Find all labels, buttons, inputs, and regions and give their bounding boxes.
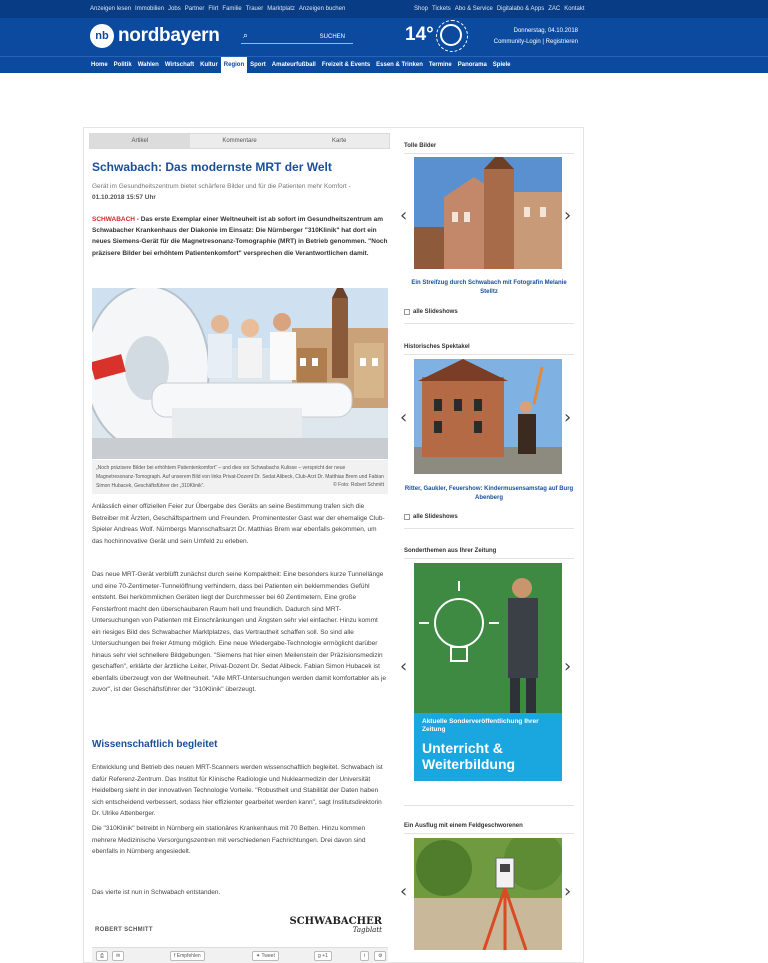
recommend-label: Empfehlen — [176, 953, 201, 959]
topbar-link[interactable]: Kontakt — [564, 6, 585, 12]
tab-artikel[interactable]: Artikel — [90, 134, 190, 148]
plus-one-label: +1 — [322, 953, 328, 959]
paragraph-5: Das vierte ist nun in Schwabach entstanden. — [92, 889, 221, 896]
divider — [404, 323, 574, 324]
box-title-historisches-spektakel: Historisches Spektakel — [404, 344, 470, 350]
article — [89, 133, 390, 959]
nav-item-termine[interactable]: Termine — [428, 62, 452, 68]
divider — [404, 528, 574, 529]
nav-item-panorama[interactable]: Panorama — [457, 62, 487, 68]
slideshow-caption-2[interactable]: Ritter, Gaukler, Feuershow: Kindermusensamstag auf Burg Abenberg — [404, 486, 574, 501]
checkbox-icon — [404, 309, 410, 315]
nav-item-wahlen[interactable]: Wahlen — [137, 62, 159, 68]
article-subline — [92, 181, 388, 203]
brand-line-1: SCHWABACHER — [289, 916, 382, 927]
promo-subtitle: Aktuelle Sonderveröffentlichung Ihrer Zeitung — [422, 718, 539, 733]
chevron-left-icon[interactable]: ‹ — [400, 881, 408, 902]
article-title: Schwabach: Das modernste MRT der Welt — [92, 160, 332, 174]
tab-karte[interactable]: Karte — [332, 138, 347, 144]
tweet-button[interactable] — [252, 951, 279, 961]
brand-line-2: Tagblatt — [352, 926, 382, 934]
topbar-link[interactable]: Shop — [414, 6, 429, 12]
slideshow-caption-1[interactable]: Ein Streifzug durch Schwabach mit Fotografin Melanie Stelltz — [411, 280, 567, 295]
mail-icon[interactable]: ✉ — [112, 951, 124, 961]
chevron-left-icon[interactable]: ‹ — [400, 407, 408, 428]
newspaper-brand-logo — [289, 917, 382, 935]
site-logo[interactable] — [90, 24, 220, 48]
topbar-link[interactable]: Anzeigen lesen — [90, 6, 132, 12]
weather-widget[interactable] — [405, 24, 462, 46]
paragraph-1: Anlässlich einer offiziellen Feier zur Übergabe des Geräts an seine Bestimmung trafen sich die Betreiber mit Ärzten, Geschäftspartnern und Freunden. Prominentester Gast war der ehemalige Club-Spieler Andreas Wolf. Nürnbergs Mannschaftsarzt Dr. Matthias Brem war ebenfalls gekommen, um das hochinnovative Gerät und sein Umfeld zu erleben. — [92, 503, 385, 545]
divider — [404, 833, 574, 834]
divider — [404, 153, 574, 154]
paragraph-2: Das neue MRT-Gerät verblüfft zunächst durch seine Kompaktheit: Eine besonders kurze Tunnellänge und eine 70-Zentimeter-Tunnelöffnung verhindern, dass bei Patienten ein beklemmendes Gefühl entsteht. Bei herkömmlichen Geräten liegt der Durchmesser bei 60 Zentimetern. Eine große Fensterfront macht den überschaubaren Raum hell und freundlich. Dadurch sind MRT-Untersuchungen von Patienten mit Einschränkungen und Ängsten sehr viel einfacher. Hinzu kommt ein riesiges Bild des Schwabacher Marktplatzes, das Vertrautheit schaffen soll. So sind alle Untersuchungen bei freier Atmung möglich. Eine neue Wiedergabe-Technologie ermöglicht darüber hinaus sehr viel schnellere Bildgebungen. "Siemens hat hier einen Meilenstein der Präzisionsmedizin geschaffen", erklärte der ärztliche Leiter, Privat-Dozent Dr. Sedat Alibeck. Fabian Simon Hubacek ist ebenfalls überzeugt von der Weltneuheit. "Alle MRT-Untersuchungen werden damit komfortabler als je zuvor", ist der Geschäftsführer der "310Klinik" überzeugt. — [92, 571, 387, 693]
topbar-link[interactable]: ZAC — [548, 6, 561, 12]
chevron-right-icon[interactable]: › — [564, 656, 572, 677]
topbar-link[interactable]: Familie — [222, 6, 242, 12]
topbar-link[interactable]: Immobilien — [135, 6, 165, 12]
box-title-tolle-bilder: Tolle Bilder — [404, 143, 437, 149]
info-icon[interactable]: i — [360, 951, 369, 961]
nav-item-kultur[interactable]: Kultur — [200, 62, 218, 68]
chevron-right-icon[interactable]: › — [564, 881, 572, 902]
facebook-recommend-button[interactable] — [170, 951, 205, 961]
topbar-link[interactable]: Partner — [184, 6, 205, 12]
facebook-icon: f — [174, 953, 177, 959]
temperature: 14° — [405, 24, 434, 45]
site-header — [0, 0, 768, 73]
print-icon[interactable]: ⎙ — [96, 951, 108, 961]
chevron-right-icon[interactable]: › — [564, 407, 572, 428]
article-photo[interactable] — [92, 288, 388, 459]
paragraph-3: Entwicklung und Betrieb des neuen MRT-Scanners werden wissenschaftlich begleitet. Schwabach ist dafür Referenz-Zentrum. Das Institut für Klinische Radiologie und Nuklearmedizin der Universität Heidelberg sieht in der innovativen Technologie Vorteile. "Robustheit und Stabilität der Daten haben sich entscheidend verbessert, sodass hier effizienter gearbeitet werden kann", sagt Institutsdirektorin Dr. Ulrike Attenberger. — [92, 764, 383, 817]
all-slideshows-link-1[interactable] — [404, 309, 458, 315]
photo-credit: © Foto: Robert Schmitt — [333, 482, 384, 488]
slideshow-image-2[interactable] — [414, 359, 562, 474]
article-tabs — [89, 133, 390, 149]
paragraph-4: Die "310Klinik" betreibt in Nürnberg ein stationäres Krankenhaus mit 70 Betten. Hinzu kommen mehrere Medizinische Versorgungszentren mit verschiedenen Fachrichtungen. Drei davon sind ebenfalls in Nürnberg angesiedelt. — [92, 825, 366, 855]
chevron-left-icon[interactable]: ‹ — [400, 656, 408, 677]
settings-icon[interactable]: ⚙ — [374, 951, 386, 961]
author-name: ROBERT SCHMITT — [95, 927, 153, 933]
all-slideshows-label: alle Slideshows — [413, 514, 458, 520]
slideshow-image-4[interactable] — [414, 838, 562, 950]
tab-kommentare[interactable]: Kommentare — [222, 138, 257, 144]
header-meta — [494, 26, 578, 48]
divider — [404, 558, 574, 559]
google-plus-icon: g — [318, 953, 323, 959]
current-date: Donnerstag, 04.10.2018 — [513, 28, 578, 34]
lead-text: - Das erste Exemplar einer Weltneuheit ist ab sofort im Gesundheitszentrum am Schwabacher Krankenhaus der Diakonie im Einsatz: Die Nürnberger "310Klinik" hat dort ein neues Siemens-Gerät für die Magnetresonanz-Tomographie (MRT) in Betrieb genommen. "Noch präzisere Bilder bei erhöhtem Patientenkomfort" versprechen die Verantwortlichen damit. — [92, 216, 388, 257]
topbar-link[interactable]: Trauer — [245, 6, 264, 12]
slideshow-image-1[interactable] — [414, 157, 562, 269]
dateline-location: SCHWABACH — [92, 216, 135, 223]
box-title-sonderthemen: Sonderthemen aus Ihrer Zeitung — [404, 548, 497, 554]
topbar-link[interactable]: Flirt — [208, 6, 219, 12]
main-navigation — [0, 56, 768, 73]
checkbox-icon — [404, 514, 410, 520]
top-link-bar — [0, 0, 768, 18]
promo-title-line-2: Weiterbildung — [422, 756, 516, 772]
article-lead — [92, 214, 388, 259]
search-button-label[interactable]: SUCHEN — [319, 34, 345, 40]
search-icon: ⌕ — [243, 30, 249, 40]
section-heading: Wissenschaftlich begleitet — [92, 739, 218, 750]
google-plus-button[interactable] — [314, 951, 332, 961]
photo-caption — [92, 460, 388, 494]
nav-item-essen-trinken[interactable]: Essen & Trinken — [376, 62, 423, 68]
topbar-link[interactable]: Digitalabo & Apps — [496, 6, 545, 12]
topbar-link[interactable]: Anzeigen buchen — [298, 6, 346, 12]
tweet-label: Tweet — [261, 953, 275, 959]
topbar-link[interactable]: Abo & Service — [454, 6, 493, 12]
promo-title — [422, 740, 562, 772]
topbar-link[interactable]: Jobs — [168, 6, 181, 12]
nav-item-freizeit-events[interactable]: Freizeit & Events — [321, 62, 371, 68]
article-date: 01.10.2018 15:57 Uhr — [92, 194, 156, 201]
nav-item-region[interactable]: Region — [221, 57, 247, 74]
caption-text: „Noch präzisere Bilder bei erhöhtem Patientenkomfort“ – und dies vor Schwabachs Kulisse – verspricht der neue Magnetresonanz-Tomograph. Auf unserem Bild von links Privat-Dozent Dr. Sedat Alibeck, Club-Arzt Dr. Matthias Brem und Fabian Simon Hubacek, Geschäftsführer der „310Klinik“. — [96, 465, 384, 489]
logo-mark: nb — [90, 24, 114, 48]
chevron-right-icon[interactable]: › — [564, 205, 572, 226]
all-slideshows-link-2[interactable] — [404, 514, 458, 520]
chevron-left-icon[interactable]: ‹ — [400, 205, 408, 226]
topbar-link[interactable]: Marktplatz — [267, 6, 295, 12]
share-bar — [92, 947, 388, 963]
search-input[interactable] — [241, 30, 353, 44]
nav-item-wirtschaft[interactable]: Wirtschaft — [164, 62, 195, 68]
nav-item-spiele[interactable]: Spiele — [492, 62, 511, 68]
nav-item-amateurfußball[interactable]: Amateurfußball — [271, 62, 316, 68]
nav-item-home[interactable]: Home — [91, 62, 108, 68]
community-login-link[interactable]: Community-Login | Registrieren — [493, 39, 578, 45]
twitter-icon: ✦ — [256, 953, 262, 959]
nav-item-sport[interactable]: Sport — [250, 62, 266, 68]
sun-icon — [440, 24, 462, 46]
promo-title-line-1: Unterricht & — [422, 740, 503, 756]
article-teaser: Gerät im Gesundheitszentrum bietet schärfere Bilder und für die Patienten mehr Komfort - — [92, 183, 351, 190]
divider — [404, 805, 574, 806]
logo-text: nordbayern — [118, 25, 220, 46]
all-slideshows-label: alle Slideshows — [413, 309, 458, 315]
box-title-feldgeschworener: Ein Ausflug mit einem Feldgeschworenen — [404, 823, 523, 829]
divider — [404, 354, 574, 355]
topbar-link[interactable]: Tickets — [432, 6, 451, 12]
nav-item-politik[interactable]: Politik — [113, 62, 132, 68]
